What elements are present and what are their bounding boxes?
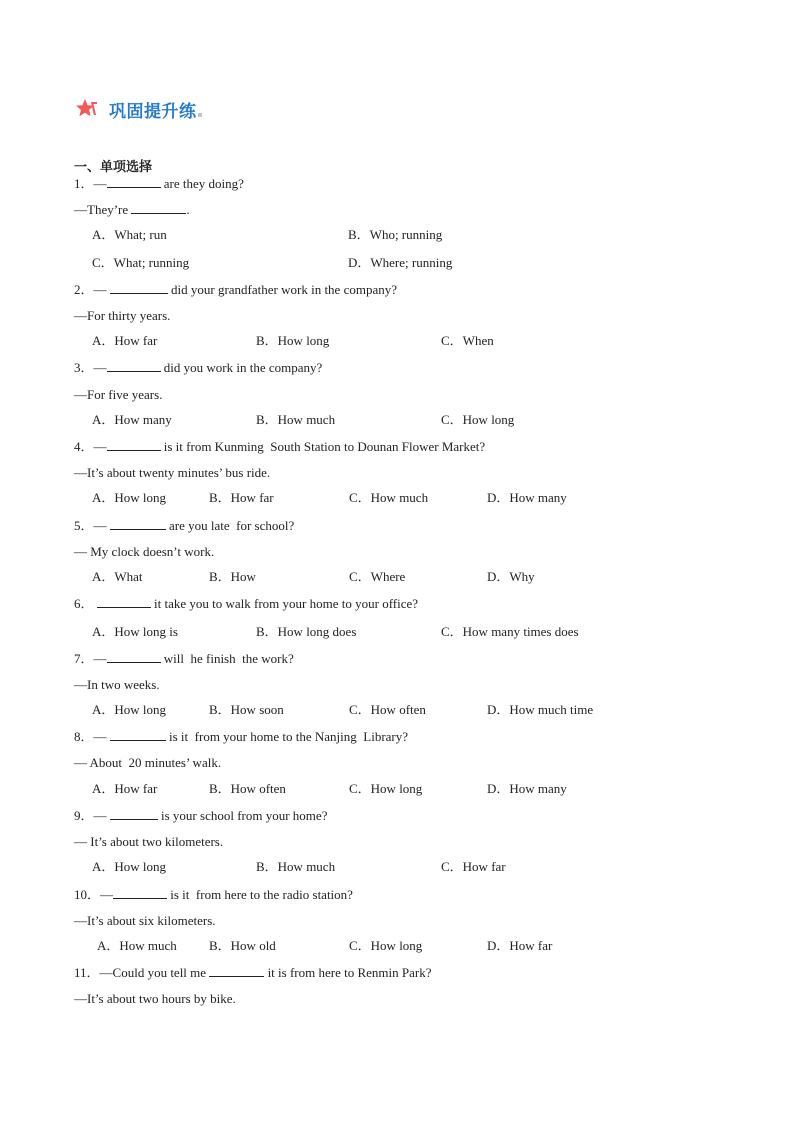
option-a: A．What <box>92 569 143 584</box>
option-c: C．How many times does <box>441 624 579 639</box>
question-number: 5． <box>74 518 94 533</box>
option-a: A．How long <box>92 490 167 505</box>
question-number: 11． <box>74 965 100 980</box>
question-prefix: — <box>93 808 110 823</box>
question-text: will he finish the work? <box>160 651 294 666</box>
answer-line <box>74 386 162 404</box>
option-d: D．How far <box>487 938 553 953</box>
question-stem <box>74 517 294 535</box>
question-number: 10． <box>74 887 101 902</box>
option-c: C．What; running <box>92 255 190 270</box>
option-c: C．Where <box>349 569 406 584</box>
question-prefix: —Could you tell me <box>99 965 210 980</box>
question-text: it is from here to Renmin Park? <box>264 965 432 980</box>
option-b: B．How much <box>256 859 336 874</box>
answer-text: —It’s about six kilometers. <box>74 913 216 928</box>
question-prefix: — <box>93 518 110 533</box>
option-c: C．How far <box>441 859 506 874</box>
question-prefix: — <box>93 729 110 744</box>
question-text: it take you to walk from your home to your office? <box>150 596 419 611</box>
question-stem <box>74 728 408 746</box>
option-c: C．How often <box>349 702 426 717</box>
question-text: did your grandfather work in the company? <box>167 282 397 297</box>
option-a: A．How long <box>92 859 167 874</box>
question-stem <box>74 807 327 825</box>
question-number: 6． <box>74 596 94 611</box>
answer-blank <box>113 886 167 899</box>
question-stem <box>74 281 397 299</box>
answer-text: —It’s about twenty minutes’ bus ride. <box>74 465 271 480</box>
question-number: 4． <box>74 439 94 454</box>
option-b: B．How far <box>209 490 274 505</box>
answer-text: — My clock doesn’t work. <box>74 544 215 559</box>
question-number: 1． <box>74 176 94 191</box>
option-b: B．How long <box>256 333 330 348</box>
question-stem <box>74 595 418 613</box>
answer-text: —It’s about two hours by bike. <box>74 991 236 1006</box>
answer-line <box>74 464 270 482</box>
answer-blank <box>107 175 161 188</box>
question-number: 3． <box>74 360 94 375</box>
question-text: is it from Kunming South Station to Dounan Flower Market? <box>160 439 486 454</box>
question-number: 8． <box>74 729 94 744</box>
question-stem <box>74 886 353 904</box>
question-prefix: — <box>93 651 107 666</box>
option-a: A．How long <box>92 702 167 717</box>
answer-text: —They’re <box>74 202 132 217</box>
answer-line <box>74 833 223 851</box>
question-prefix: — <box>93 282 110 297</box>
option-c: C．How long <box>349 781 423 796</box>
heading-title: 巩固提升练 <box>109 101 197 122</box>
answer-text: —For thirty years. <box>74 308 171 323</box>
option-b: B．How soon <box>209 702 284 717</box>
question-stem <box>74 438 485 456</box>
answer-blank <box>107 359 161 372</box>
answer-blank <box>107 438 161 451</box>
question-stem <box>74 359 322 377</box>
question-text: did you work in the company? <box>160 360 323 375</box>
option-a: A．How long is <box>92 624 178 639</box>
question-prefix: — <box>93 439 107 454</box>
question-prefix: — <box>100 887 114 902</box>
answer-blank <box>131 201 186 214</box>
question-prefix: — <box>93 360 107 375</box>
option-a: A．How far <box>92 781 158 796</box>
heading <box>76 96 202 122</box>
answer-text: — About 20 minutes’ walk. <box>74 755 222 770</box>
option-d: D．How many <box>487 490 567 505</box>
option-a: A．How many <box>92 412 172 427</box>
question-text: is your school from your home? <box>157 808 328 823</box>
question-prefix: — <box>93 176 107 191</box>
option-d: D．How many <box>487 781 567 796</box>
option-a: A．How much <box>97 938 177 953</box>
answer-blank <box>209 964 264 977</box>
answer-line <box>74 754 221 772</box>
answer-line <box>74 990 236 1008</box>
option-b: B．How old <box>209 938 276 953</box>
answer-text: . <box>186 202 190 217</box>
answer-line <box>74 676 160 694</box>
question-text: are they doing? <box>160 176 244 191</box>
option-d: D．Why <box>487 569 535 584</box>
question-number: 7． <box>74 651 94 666</box>
answer-blank <box>110 728 166 741</box>
question-stem <box>74 964 431 982</box>
question-text: is it from here to the radio station? <box>167 887 353 902</box>
answer-text: —For five years. <box>74 387 163 402</box>
option-d: D．Where; running <box>348 255 453 270</box>
answer-text: —In two weeks. <box>74 677 160 692</box>
answer-text: — It’s about two kilometers. <box>74 834 224 849</box>
option-c: C．How much <box>349 490 429 505</box>
answer-line <box>74 912 216 930</box>
option-d: D．How much time <box>487 702 594 717</box>
option-a: A．What; run <box>92 227 167 242</box>
section-title: 一、单项选择 <box>74 160 153 175</box>
answer-blank <box>110 281 168 294</box>
option-c: C．How long <box>441 412 515 427</box>
question-number: 9． <box>74 808 94 823</box>
answer-blank <box>97 595 151 608</box>
star-icon <box>76 98 100 120</box>
answer-blank <box>110 517 166 530</box>
question-text: are you late for school? <box>165 518 295 533</box>
answer-line <box>74 307 170 325</box>
option-a: A．How far <box>92 333 158 348</box>
question-text: is it from your home to the Nanjing Library? <box>165 729 409 744</box>
option-b: B．How long does <box>256 624 357 639</box>
question-stem <box>74 650 294 668</box>
option-c: C．When <box>441 333 494 348</box>
answer-line <box>74 543 214 561</box>
answer-blank <box>110 807 158 820</box>
answer-blank <box>107 650 161 663</box>
question-stem <box>74 175 244 193</box>
question-number: 2． <box>74 282 94 297</box>
option-b: B．Who; running <box>348 227 443 242</box>
heading-dot <box>198 113 202 117</box>
option-b: B．How <box>209 569 256 584</box>
option-b: B．How much <box>256 412 336 427</box>
option-b: B．How often <box>209 781 286 796</box>
option-c: C．How long <box>349 938 423 953</box>
answer-line <box>74 201 190 219</box>
